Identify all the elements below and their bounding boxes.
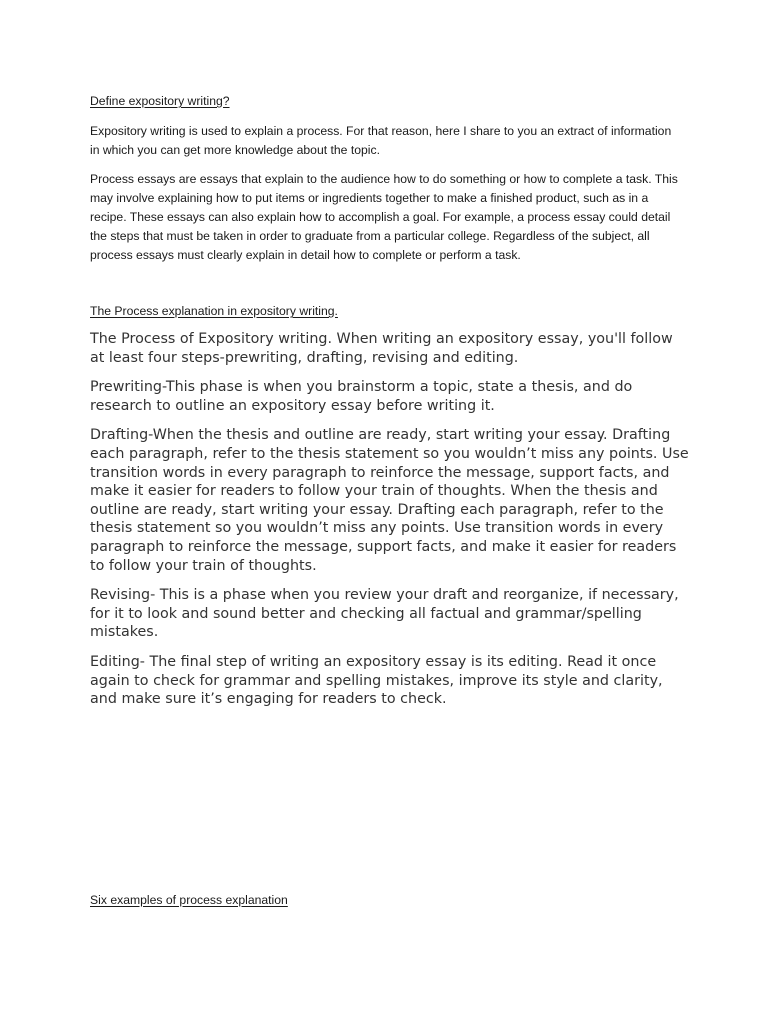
drafting-paragraph: Drafting-When the thesis and outline are ready, start writing your essay. Drafting each paragraph, refer to the thesis statement so you wouldn’t miss any points. Use transition words in every paragraph to reinforce the message, support facts, and make it easier for readers to follow your train of thoughts. When the thesis and outline are ready, start writing your essay. Drafting each paragraph, refer to the thesis statement so you wouldn’t miss any points. Use transition words in every paragraph to reinforce the message, support facts, and make it easier for readers to follow your train of thoughts. — [90, 427, 689, 574]
process-steps-block — [90, 330, 690, 720]
revising-paragraph: Revising- This is a phase when you review your draft and reorganize, if necessary, for it to look and sound better and checking all factual and grammar/spelling mistakes. — [90, 587, 679, 641]
intro-paragraph: Expository writing is used to explain a process. For that reason, here I share to you an extract of information in which you can get more knowledge about the topic. — [90, 124, 672, 157]
process-essays-paragraph: Process essays are essays that explain to the audience how to do something or how to complete a task. This may involve explaining how to put items or ingredients together to make a finished product, such as in a recipe. These essays can also explain how to accomplish a goal. For example, a process essay could detail the steps that must be taken in order to graduate from a particular college. Regardless of the subject, all process essays must clearly explain in detail how to complete or perform a task. — [90, 172, 678, 262]
section-heading-six-examples: Six examples of process explanation — [90, 893, 288, 907]
section-heading-define-expository-writing: Define expository writing? — [90, 94, 230, 108]
process-overview-paragraph: The Process of Expository writing. When writing an expository essay, you'll follow at least four steps-prewriting, drafting, revising and editing. — [90, 331, 673, 366]
prewriting-paragraph: Prewriting-This phase is when you brainstorm a topic, state a thesis, and do research to outline an expository essay before writing it. — [90, 379, 633, 414]
editing-paragraph: Editing- The final step of writing an expository essay is its editing. Read it once again to check for grammar and spelling mistakes, improve its style and clarity, and make sure it’s engaging for readers to check. — [90, 653, 663, 708]
section-heading-process-explanation: The Process explanation in expository writing. — [90, 304, 338, 318]
